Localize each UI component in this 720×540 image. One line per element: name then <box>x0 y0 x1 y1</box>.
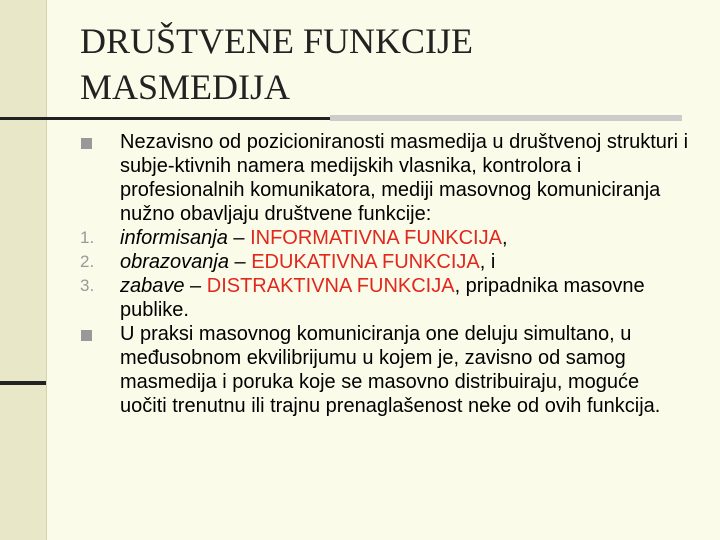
slide-title <box>80 18 680 110</box>
item-function: DISTRAKTIVNA FUNKCIJA <box>206 275 455 297</box>
item-term: informisanja <box>120 227 228 249</box>
numbered-item <box>80 250 690 274</box>
item-tail: , i <box>479 251 496 273</box>
item-term: obrazovanja <box>120 251 229 273</box>
bullet-item <box>80 322 690 418</box>
item-function: EDUKATIVNA FUNKCIJA <box>251 251 480 273</box>
bullet-text: Nezavisno od pozicioniranosti masmedija u društvenoj strukturi i subje-ktivnih namera medijskih vlasnika, kontrolora i profesionalnih komunikatora, mediji masovnog komuniciranja nužno obavljaju društvene funkcije: <box>120 131 689 225</box>
item-number: 1. <box>80 228 95 247</box>
numbered-item <box>80 274 690 322</box>
side-accent-bar <box>0 381 46 385</box>
item-dash: – <box>184 275 207 297</box>
item-dash: – <box>227 227 251 249</box>
title-underline <box>0 117 330 120</box>
numbered-item <box>80 226 690 250</box>
numbered-item-text <box>120 250 690 274</box>
item-dash: – <box>228 251 252 273</box>
square-bullet-icon <box>80 130 120 226</box>
slide-body <box>80 130 690 418</box>
bullet-text: U praksi masovnog komuniciranja one deluju simultano, u međusobnom ekvilibrijumu u kojem je, zavisno od samog masmedija i poruka koje se masovno distribuiraju, moguće uočiti trenutnu ili trajnu prenaglašenost neke od ovih funkcija. <box>120 323 661 417</box>
title-underline-shadow <box>330 115 682 121</box>
left-margin-band <box>0 0 46 540</box>
item-tail: , <box>501 227 508 249</box>
item-term: zabave <box>120 275 185 297</box>
numbered-item-text <box>120 274 690 322</box>
title-line-2: MASMEDIJA <box>80 67 291 107</box>
numbered-item-text <box>120 226 690 250</box>
bullet-item <box>80 130 690 226</box>
margin-divider <box>46 0 47 540</box>
item-tail: , pripadnika masovne publike. <box>120 275 645 321</box>
square-bullet-icon <box>80 322 120 418</box>
item-number: 2. <box>80 252 95 271</box>
title-line-1: DRUŠTVENE FUNKCIJE <box>80 21 474 61</box>
item-function: INFORMATIVNA FUNKCIJA <box>250 227 502 249</box>
item-number: 3. <box>80 276 95 295</box>
